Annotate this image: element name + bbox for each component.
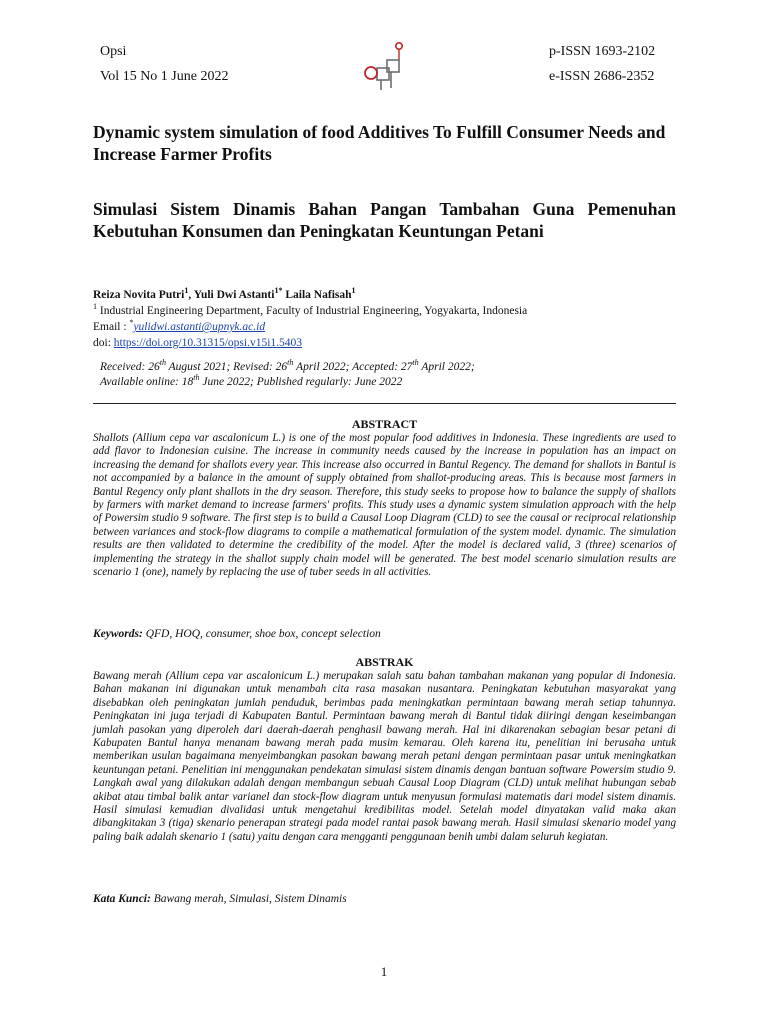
email-line: Email : *yulidwi.astanti@upnyk.ac.id xyxy=(93,318,266,333)
abstract-text: Shallots (Allium cepa var ascalonicum L.) is one of the most popular food additives in Indonesia. These ingredients are used to add flavor to Indonesian cuisine. The increase in community needs caused by the increase in population has an impact on increasing the demand for shallots every year. This increase also occurred in Bantul Regency. The demand for shallots in Bantul is not accompanied by a balance in the amount of supply obtained from shallot-producing areas. This is because most farmers in Bantul Regency only plant shallots in the dry season. Therefore, this study seeks to propose how to balance the supply of shallots by farmers with market demand to increase farmers' profits. This study uses a dynamic system simulation approach with the help of Powersim studio 9 software. The first step is to build a Causal Loop Diagram (CLD) to see the causal or reciprocal relationship between variances and stock-flow diagrams to compile a mathematical formulation of the system model. dynamic. The simulation results are then validated to determine the credibility of the model. After the model is declared valid, 3 (three) scenarios of implementing the strategy in the shallot supply chain model will be generated. The best model scenario simulation results are scenario 1 (one), namely by replacing the use of tuber seeds in all activities. xyxy=(93,432,676,579)
article-dates: Received: 26th August 2021; Revised: 26th April 2022; Accepted: 27th April 2022; Available online: 18th June 2022; Published regularly: June 2022 xyxy=(100,358,475,388)
keywords-label: Keywords: xyxy=(93,628,143,640)
journal-logo xyxy=(361,40,407,92)
kata-kunci-line xyxy=(93,893,676,905)
kata-kunci-label: Kata Kunci: xyxy=(93,893,151,905)
page-number: 1 xyxy=(380,964,388,979)
affiliation xyxy=(93,303,693,351)
abstract-heading: ABSTRACT xyxy=(351,417,418,431)
affiliation-line: $^1$ Industrial Engineering Department, Faculty of Industrial Engineering, Yogyakarta, Indonesia xyxy=(93,302,528,317)
journal-name: Opsi xyxy=(100,44,127,59)
abstrak-heading: ABSTRAK xyxy=(355,655,414,669)
doi-link[interactable]: https://doi.org/10.31315/opsi.v15i1.5403 xyxy=(113,337,303,349)
title-english: Dynamic system simulation of food Additives To Fulfill Consumer Needs and Increase Farmer Profits xyxy=(93,122,666,164)
title-indonesian: Simulasi Sistem Dinamis Bahan Pangan Tambahan Guna Pemenuhan Kebutuhan Konsumen dan Peningkatan Keuntungan Petani xyxy=(93,199,676,241)
author-name: Laila Nafisah xyxy=(285,289,352,301)
pissn: p-ISSN 1693-2102 xyxy=(549,44,656,59)
keywords: QFD, HOQ, consumer, shoe box, concept selection xyxy=(142,628,381,640)
doi-line: doi: https://doi.org/10.31315/opsi.v15i1.5403 xyxy=(93,337,303,349)
volume-info: Vol 15 No 1 June 2022 xyxy=(100,69,229,84)
author-name: Yuli Dwi Astanti xyxy=(193,289,275,301)
author-list: Reiza Novita Putri$^1$, Yuli Dwi Astanti$^{1*}$ Laila Nafisah$^1$ xyxy=(93,286,356,301)
section-divider xyxy=(93,403,676,404)
kata-kunci: Bawang merah, Simulasi, Sistem Dinamis xyxy=(150,893,347,905)
eissn: e-ISSN 2686-2352 xyxy=(549,69,655,84)
keywords-line xyxy=(93,628,676,640)
abstrak-text: Bawang merah (Allium cepa var ascalonicum L.) merupakan salah satu bahan tambahan makanan yang popular di Indonesia. Bahan makanan ini digunakan untuk menambah cita rasa masakan nusantara. Peningkatan kebutuhan masyarakat yang disebabkan oleh peningkatan jumlah penduduk, berimbas pada meningkatkan permintaan bawang merah setiap tahunnya. Peningkatan ini juga terjadi di Kabupaten Bantul. Permintaan bawang merah di Bantul tidak diiringi dengan keseimbangan jumlah pasokan yang diperoleh dari daerah-daerah penghasil bawang merah. Hal ini dikarenakan sebagian besar petani di Kabupaten Bantul hanya menanam bawang merah pada musim kemarau. Oleh karena itu, penelitian ini berusaha untuk memberikan usulan bagaimana menyeimbangkan pasokan bawang merah petani dengan permintaan pasar untuk meningkatkan keuntungan petani. Penelitian ini menggunakan pendekatan simulasi sistem dinamis dengan bantuan software Powersim studio 9. Langkah awal yang dilakukan adalah dengan membangun sebuah Causal Loop Diagram (CLD) untuk melihat hubungan sebab akibat atau timbal balik antar varianel dan stock-flow diagram untuk menyusun formulasi matematis dari model sistem dinamis. Hasil simulasi kemudian divalidasi untuk mengetahui kredibilitas model. Setelah model dinyatakan valid maka akan dibangkitakan 3 (tiga) skenario penerapan strategi pada model rantai pasok bawang merah. Hasil simulasi skenario model yang paling baik adalah skenario 1 (satu) yaitu dengan cara mengganti penggunaan benih umbi dalam seluruh kegiatan. xyxy=(93,670,676,843)
author-name: Reiza Novita Putri xyxy=(93,289,185,301)
email-link[interactable]: yulidwi.astanti@upnyk.ac.id xyxy=(133,321,266,333)
